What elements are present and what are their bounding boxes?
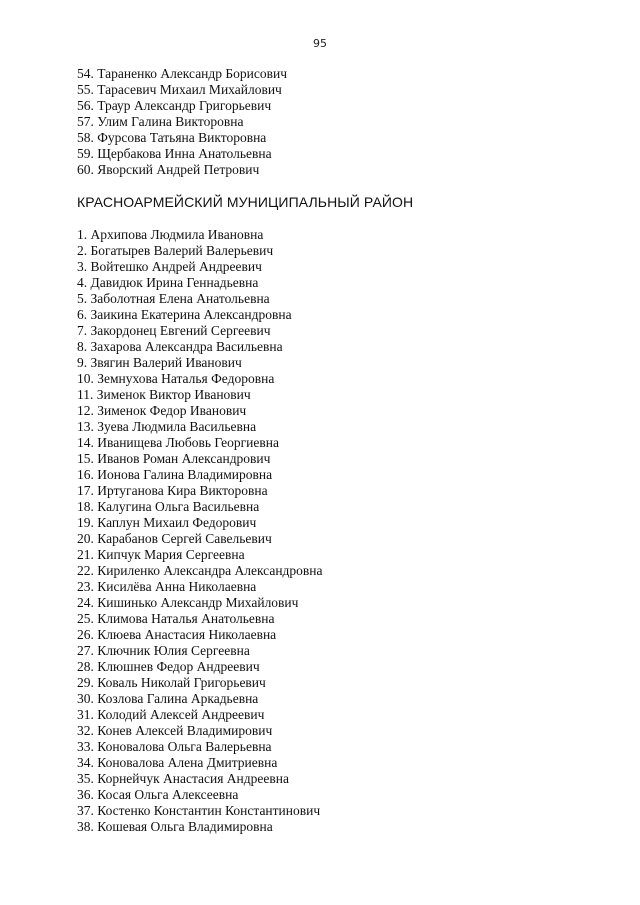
list-item: 13. Зуева Людмила Васильевна <box>77 419 257 434</box>
list-item: 8. Захарова Александра Васильевна <box>77 339 283 354</box>
continued-name-list <box>77 66 287 178</box>
list-item: 25. Климова Наталья Анатольевна <box>77 611 275 626</box>
list-item: 23. Кисилёва Анна Николаевна <box>77 579 257 594</box>
page-number: 95 <box>313 37 327 50</box>
list-item: 55. Тарасевич Михаил Михайлович <box>77 82 282 97</box>
list-item: 7. Закордонец Евгений Сергеевич <box>77 323 271 338</box>
list-item: 3. Войтешко Андрей Андреевич <box>77 259 262 274</box>
list-item: 4. Давидюк Ирина Геннадьевна <box>77 275 259 290</box>
list-item: 16. Ионова Галина Владимировна <box>77 467 273 482</box>
list-item: 24. Кишинько Александр Михайлович <box>77 595 299 610</box>
list-item: 19. Каплун Михаил Федорович <box>77 515 257 530</box>
list-item: 5. Заболотная Елена Анатольевна <box>77 291 270 306</box>
list-item: 27. Ключник Юлия Сергеевна <box>77 643 250 658</box>
list-item: 14. Иванищева Любовь Георгиевна <box>77 435 279 450</box>
list-item: 36. Косая Ольга Алексеевна <box>77 787 239 802</box>
list-item: 26. Клюева Анастасия Николаевна <box>77 627 277 642</box>
list-item: 2. Богатырев Валерий Валерьевич <box>77 243 274 258</box>
list-item: 18. Калугина Ольга Васильевна <box>77 499 260 514</box>
list-item: 30. Козлова Галина Аркадьевна <box>77 691 259 706</box>
list-item: 31. Колодий Алексей Андреевич <box>77 707 265 722</box>
list-item: 57. Улим Галина Викторовна <box>77 114 244 129</box>
section-heading: КРАСНОАРМЕЙСКИЙ МУНИЦИПАЛЬНЫЙ РАЙОН <box>77 194 414 210</box>
list-item: 56. Траур Александр Григорьевич <box>77 98 272 113</box>
list-item: 11. Зименок Виктор Иванович <box>77 387 251 402</box>
list-item: 17. Иртуганова Кира Викторовна <box>77 483 268 498</box>
list-item: 32. Конев Алексей Владимирович <box>77 723 273 738</box>
list-item: 9. Звягин Валерий Иванович <box>77 355 242 370</box>
list-item: 38. Кошевая Ольга Владимировна <box>77 819 273 834</box>
list-item: 10. Земнухова Наталья Федоровна <box>77 371 275 386</box>
list-item: 54. Тараненко Александр Борисович <box>77 66 288 81</box>
list-item: 21. Кипчук Мария Сергеевна <box>77 547 245 562</box>
list-item: 37. Костенко Константин Константинович <box>77 803 321 818</box>
list-item: 35. Корнейчук Анастасия Андреевна <box>77 771 289 786</box>
list-item: 1. Архипова Людмила Ивановна <box>77 227 264 242</box>
list-item: 28. Клюшнев Федор Андреевич <box>77 659 260 674</box>
list-item: 33. Коновалова Ольга Валерьевна <box>77 739 272 754</box>
list-item: 6. Заикина Екатерина Александровна <box>77 307 292 322</box>
list-item: 34. Коновалова Алена Дмитриевна <box>77 755 278 770</box>
list-item: 12. Зименок Федор Иванович <box>77 403 247 418</box>
list-item: 29. Коваль Николай Григорьевич <box>77 675 266 690</box>
list-item: 15. Иванов Роман Александрович <box>77 451 271 466</box>
list-item: 22. Кириленко Александра Александровна <box>77 563 323 578</box>
list-item: 60. Яворский Андрей Петрович <box>77 162 260 177</box>
list-item: 58. Фурсова Татьяна Викторовна <box>77 130 267 145</box>
district-name-list <box>77 227 323 835</box>
list-item: 20. Карабанов Сергей Савельевич <box>77 531 272 546</box>
list-item: 59. Щербакова Инна Анатольевна <box>77 146 272 161</box>
